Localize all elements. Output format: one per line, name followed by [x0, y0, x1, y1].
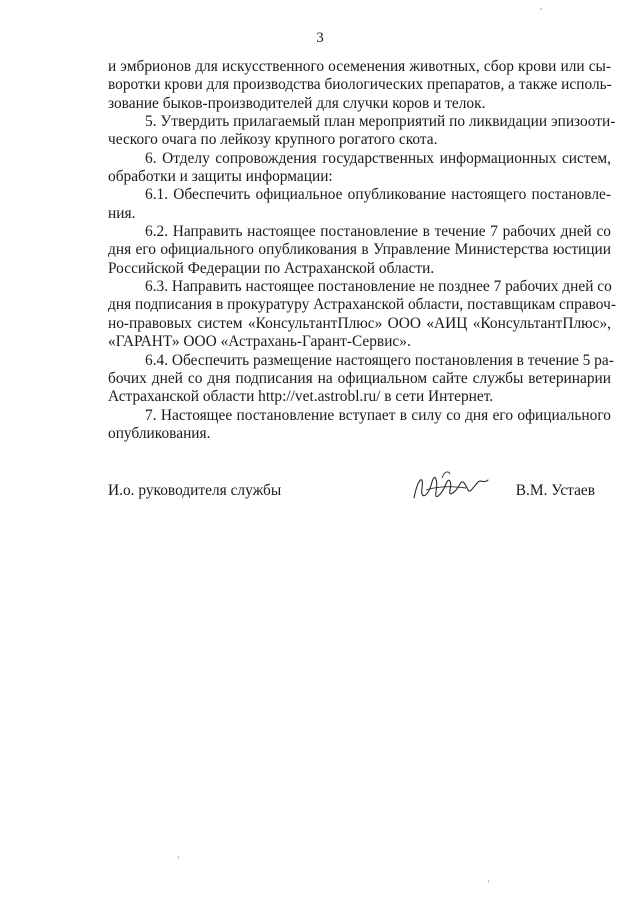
signature-block: [108, 478, 611, 510]
body-line: воротки крови для производства биологических препаратов, а также исполь-: [108, 76, 612, 94]
body-line: но-правовых систем «КонсультантПлюс» ООО «АИЦ «КонсультантПлюс»,: [108, 314, 611, 332]
body-line: 6.3. Направить настоящее постановление не позднее 7 рабочих дней со: [145, 278, 612, 296]
body-line: 6.1. Обеспечить официальное опубликование настоящего постановле-: [145, 186, 611, 204]
signatory-title: И.о. руководителя службы: [108, 482, 282, 499]
body-line: Астраханской области http://vet.astrobl.ru/ в сети Интернет.: [108, 388, 494, 406]
body-line: 7. Настоящее постановление вступает в силу со дня его официального: [145, 406, 611, 424]
scan-speck: [178, 856, 179, 859]
body-line: 6.2. Направить настоящее постановление в течение 7 рабочих дней со: [145, 223, 611, 241]
scan-speck: [488, 880, 489, 883]
signatory-name: В.М. Устаев: [515, 482, 595, 499]
body-line: зование быков-производителей для случки коров и телок.: [108, 94, 486, 112]
handwritten-signature: [408, 468, 496, 508]
body-line: 5. Утвердить прилагаемый план мероприятий по ликвидации эпизооти-: [145, 113, 616, 131]
body-line: дня подписания в прокуратуру Астраханской области, поставщикам справоч-: [108, 296, 616, 314]
body-line: Российской Федерации по Астраханской области.: [108, 259, 435, 277]
body-line: «ГАРАНТ» ООО «Астрахань-Гарант-Сервис».: [108, 333, 411, 351]
body-line: ческого очага по лейкозу крупного рогатого скота.: [108, 131, 438, 149]
body-line: дня его официального опубликования в Управление Министерства юстиции: [108, 241, 611, 259]
body-line: бочих дней со дня подписания на официальном сайте службы ветеринарии: [108, 369, 611, 387]
scan-speck: [540, 8, 542, 10]
body-line: опубликования.: [108, 424, 211, 442]
body-line: ния.: [108, 204, 136, 222]
body-line: 6.4. Обеспечить размещение настоящего постановления в течение 5 ра-: [145, 351, 614, 369]
page-number: 3: [316, 30, 324, 46]
body-line: и эмбрионов для искусственного осеменения животных, сбор крови или сы-: [108, 58, 611, 75]
body-line: обработки и защиты информации:: [108, 168, 333, 186]
body-line: 6. Отделу сопровождения государственных информационных систем,: [145, 149, 611, 167]
document-body: [108, 58, 616, 443]
